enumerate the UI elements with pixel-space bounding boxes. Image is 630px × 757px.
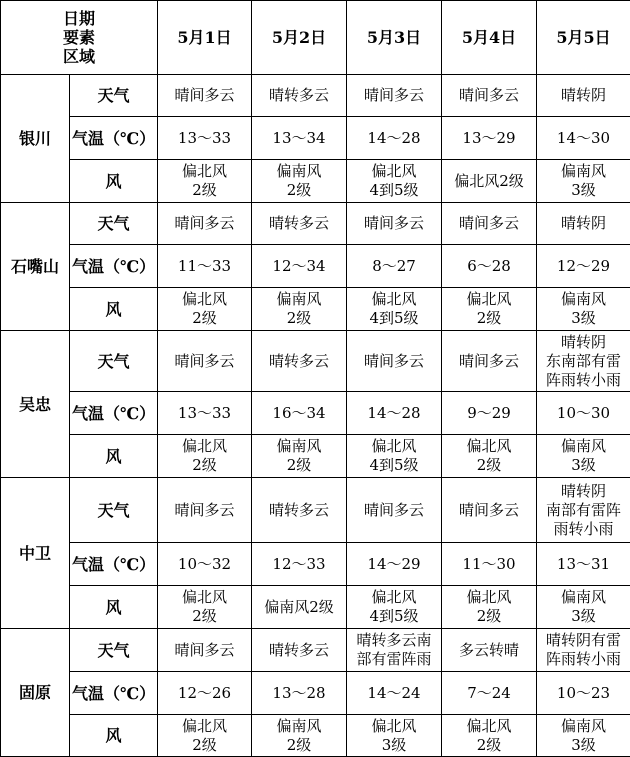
element-wind-label: 风 <box>70 435 158 478</box>
weather-cell: 晴转阴 东南部有雷 阵雨转小雨 <box>537 331 630 392</box>
weather-cell: 晴间多云 <box>442 478 537 543</box>
wind-cell: 偏北风2级 <box>442 160 537 203</box>
weather-cell: 晴间多云 <box>347 331 442 392</box>
element-wind-label: 风 <box>70 160 158 203</box>
temp-cell: 10～23 <box>537 672 630 715</box>
temp-cell: 13～33 <box>158 117 252 160</box>
corner-header: 日期 要素 区域 <box>1 1 158 75</box>
element-temp-label: 气温（℃） <box>70 245 158 288</box>
weather-cell: 晴转多云 <box>252 75 347 117</box>
temp-cell: 11～30 <box>442 543 537 586</box>
temp-cell: 13～33 <box>158 392 252 435</box>
wind-cell: 偏南风2级 <box>252 586 347 629</box>
element-weather-label: 天气 <box>70 629 158 672</box>
element-wind-label: 风 <box>70 715 158 757</box>
weather-cell: 晴间多云 <box>442 203 537 245</box>
temp-cell: 12～33 <box>252 543 347 586</box>
wind-cell: 偏南风 3级 <box>537 715 630 757</box>
wind-cell: 偏北风 2级 <box>158 586 252 629</box>
temp-cell: 14～28 <box>347 117 442 160</box>
table-row <box>1 629 630 672</box>
weather-cell: 晴转多云 <box>252 331 347 392</box>
wind-cell: 偏北风 2级 <box>158 160 252 203</box>
wind-cell: 偏北风 2级 <box>158 715 252 757</box>
element-weather-label: 天气 <box>70 478 158 543</box>
element-temp-label: 气温（℃） <box>70 117 158 160</box>
region-wuzhong: 吴忠 <box>1 331 70 478</box>
region-yinchuan: 银川 <box>1 75 70 203</box>
element-wind-label: 风 <box>70 586 158 629</box>
wind-cell: 偏北风 2级 <box>442 288 537 331</box>
weather-cell: 晴转阴 <box>537 75 630 117</box>
element-temp-label: 气温（℃） <box>70 672 158 715</box>
weather-cell: 晴转多云南 部有雷阵雨 <box>347 629 442 672</box>
element-wind-label: 风 <box>70 288 158 331</box>
wind-cell: 偏南风 3级 <box>537 160 630 203</box>
wind-cell: 偏北风 2级 <box>158 288 252 331</box>
weather-cell: 晴间多云 <box>442 331 537 392</box>
temp-cell: 14～30 <box>537 117 630 160</box>
weather-cell: 晴间多云 <box>347 478 442 543</box>
weather-cell: 晴间多云 <box>442 75 537 117</box>
wind-cell: 偏北风 4到5级 <box>347 435 442 478</box>
region-guyuan: 固原 <box>1 629 70 757</box>
wind-cell: 偏南风 2级 <box>252 715 347 757</box>
weather-cell: 晴转多云 <box>252 629 347 672</box>
temp-cell: 8～27 <box>347 245 442 288</box>
temp-cell: 14～28 <box>347 392 442 435</box>
wind-cell: 偏北风 4到5级 <box>347 288 442 331</box>
table-row <box>1 478 630 543</box>
day-header-5: 5月5日 <box>537 1 630 75</box>
element-weather-label: 天气 <box>70 75 158 117</box>
table-row <box>1 245 630 288</box>
wind-cell: 偏北风 2级 <box>442 586 537 629</box>
weather-cell: 晴间多云 <box>158 75 252 117</box>
element-temp-label: 气温（℃） <box>70 392 158 435</box>
temp-cell: 12～29 <box>537 245 630 288</box>
weather-cell: 多云转晴 <box>442 629 537 672</box>
element-weather-label: 天气 <box>70 203 158 245</box>
temp-cell: 9～29 <box>442 392 537 435</box>
weather-cell: 晴转多云 <box>252 203 347 245</box>
table-row <box>1 392 630 435</box>
temp-cell: 14～29 <box>347 543 442 586</box>
day-header-3: 5月3日 <box>347 1 442 75</box>
wind-cell: 偏南风 3级 <box>537 288 630 331</box>
weather-cell: 晴转阴 南部有雷阵 雨转小雨 <box>537 478 630 543</box>
weather-cell: 晴转阴有雷 阵雨转小雨 <box>537 629 630 672</box>
temp-cell: 11～33 <box>158 245 252 288</box>
day-header-2: 5月2日 <box>252 1 347 75</box>
weather-cell: 晴间多云 <box>158 629 252 672</box>
temp-cell: 12～26 <box>158 672 252 715</box>
element-temp-label: 气温（℃） <box>70 543 158 586</box>
wind-cell: 偏南风 3级 <box>537 435 630 478</box>
wind-cell: 偏南风 3级 <box>537 586 630 629</box>
temp-cell: 10～30 <box>537 392 630 435</box>
table-row <box>1 288 630 331</box>
temp-cell: 12～34 <box>252 245 347 288</box>
weather-cell: 晴间多云 <box>347 75 442 117</box>
temp-cell: 16～34 <box>252 392 347 435</box>
wind-cell: 偏北风 2级 <box>442 435 537 478</box>
table-row <box>1 75 630 117</box>
wind-cell: 偏北风 4到5级 <box>347 160 442 203</box>
day-header-4: 5月4日 <box>442 1 537 75</box>
wind-cell: 偏南风 2级 <box>252 288 347 331</box>
day-header-1: 5月1日 <box>158 1 252 75</box>
table-row <box>1 586 630 629</box>
wind-cell: 偏南风 2级 <box>252 435 347 478</box>
table-row <box>1 672 630 715</box>
temp-cell: 13～29 <box>442 117 537 160</box>
temp-cell: 13～34 <box>252 117 347 160</box>
table-row <box>1 331 630 392</box>
wind-cell: 偏北风 3级 <box>347 715 442 757</box>
temp-cell: 7～24 <box>442 672 537 715</box>
temp-cell: 13～28 <box>252 672 347 715</box>
weather-cell: 晴转阴 <box>537 203 630 245</box>
temp-cell: 14～24 <box>347 672 442 715</box>
weather-cell: 晴间多云 <box>158 478 252 543</box>
weather-cell: 晴间多云 <box>158 203 252 245</box>
table-row <box>1 715 630 757</box>
region-shizuishan: 石嘴山 <box>1 203 70 331</box>
weather-cell: 晴间多云 <box>347 203 442 245</box>
wind-cell: 偏北风 2级 <box>158 435 252 478</box>
temp-cell: 10～32 <box>158 543 252 586</box>
element-weather-label: 天气 <box>70 331 158 392</box>
table-row <box>1 203 630 245</box>
table-row <box>1 543 630 586</box>
temp-cell: 13～31 <box>537 543 630 586</box>
temp-cell: 6～28 <box>442 245 537 288</box>
wind-cell: 偏北风 4到5级 <box>347 586 442 629</box>
table-row <box>1 435 630 478</box>
table-row <box>1 160 630 203</box>
header-row <box>1 1 630 75</box>
region-zhongwei: 中卫 <box>1 478 70 629</box>
wind-cell: 偏北风 2级 <box>442 715 537 757</box>
weather-cell: 晴转多云 <box>252 478 347 543</box>
table-row <box>1 117 630 160</box>
weather-cell: 晴间多云 <box>158 331 252 392</box>
wind-cell: 偏南风 2级 <box>252 160 347 203</box>
